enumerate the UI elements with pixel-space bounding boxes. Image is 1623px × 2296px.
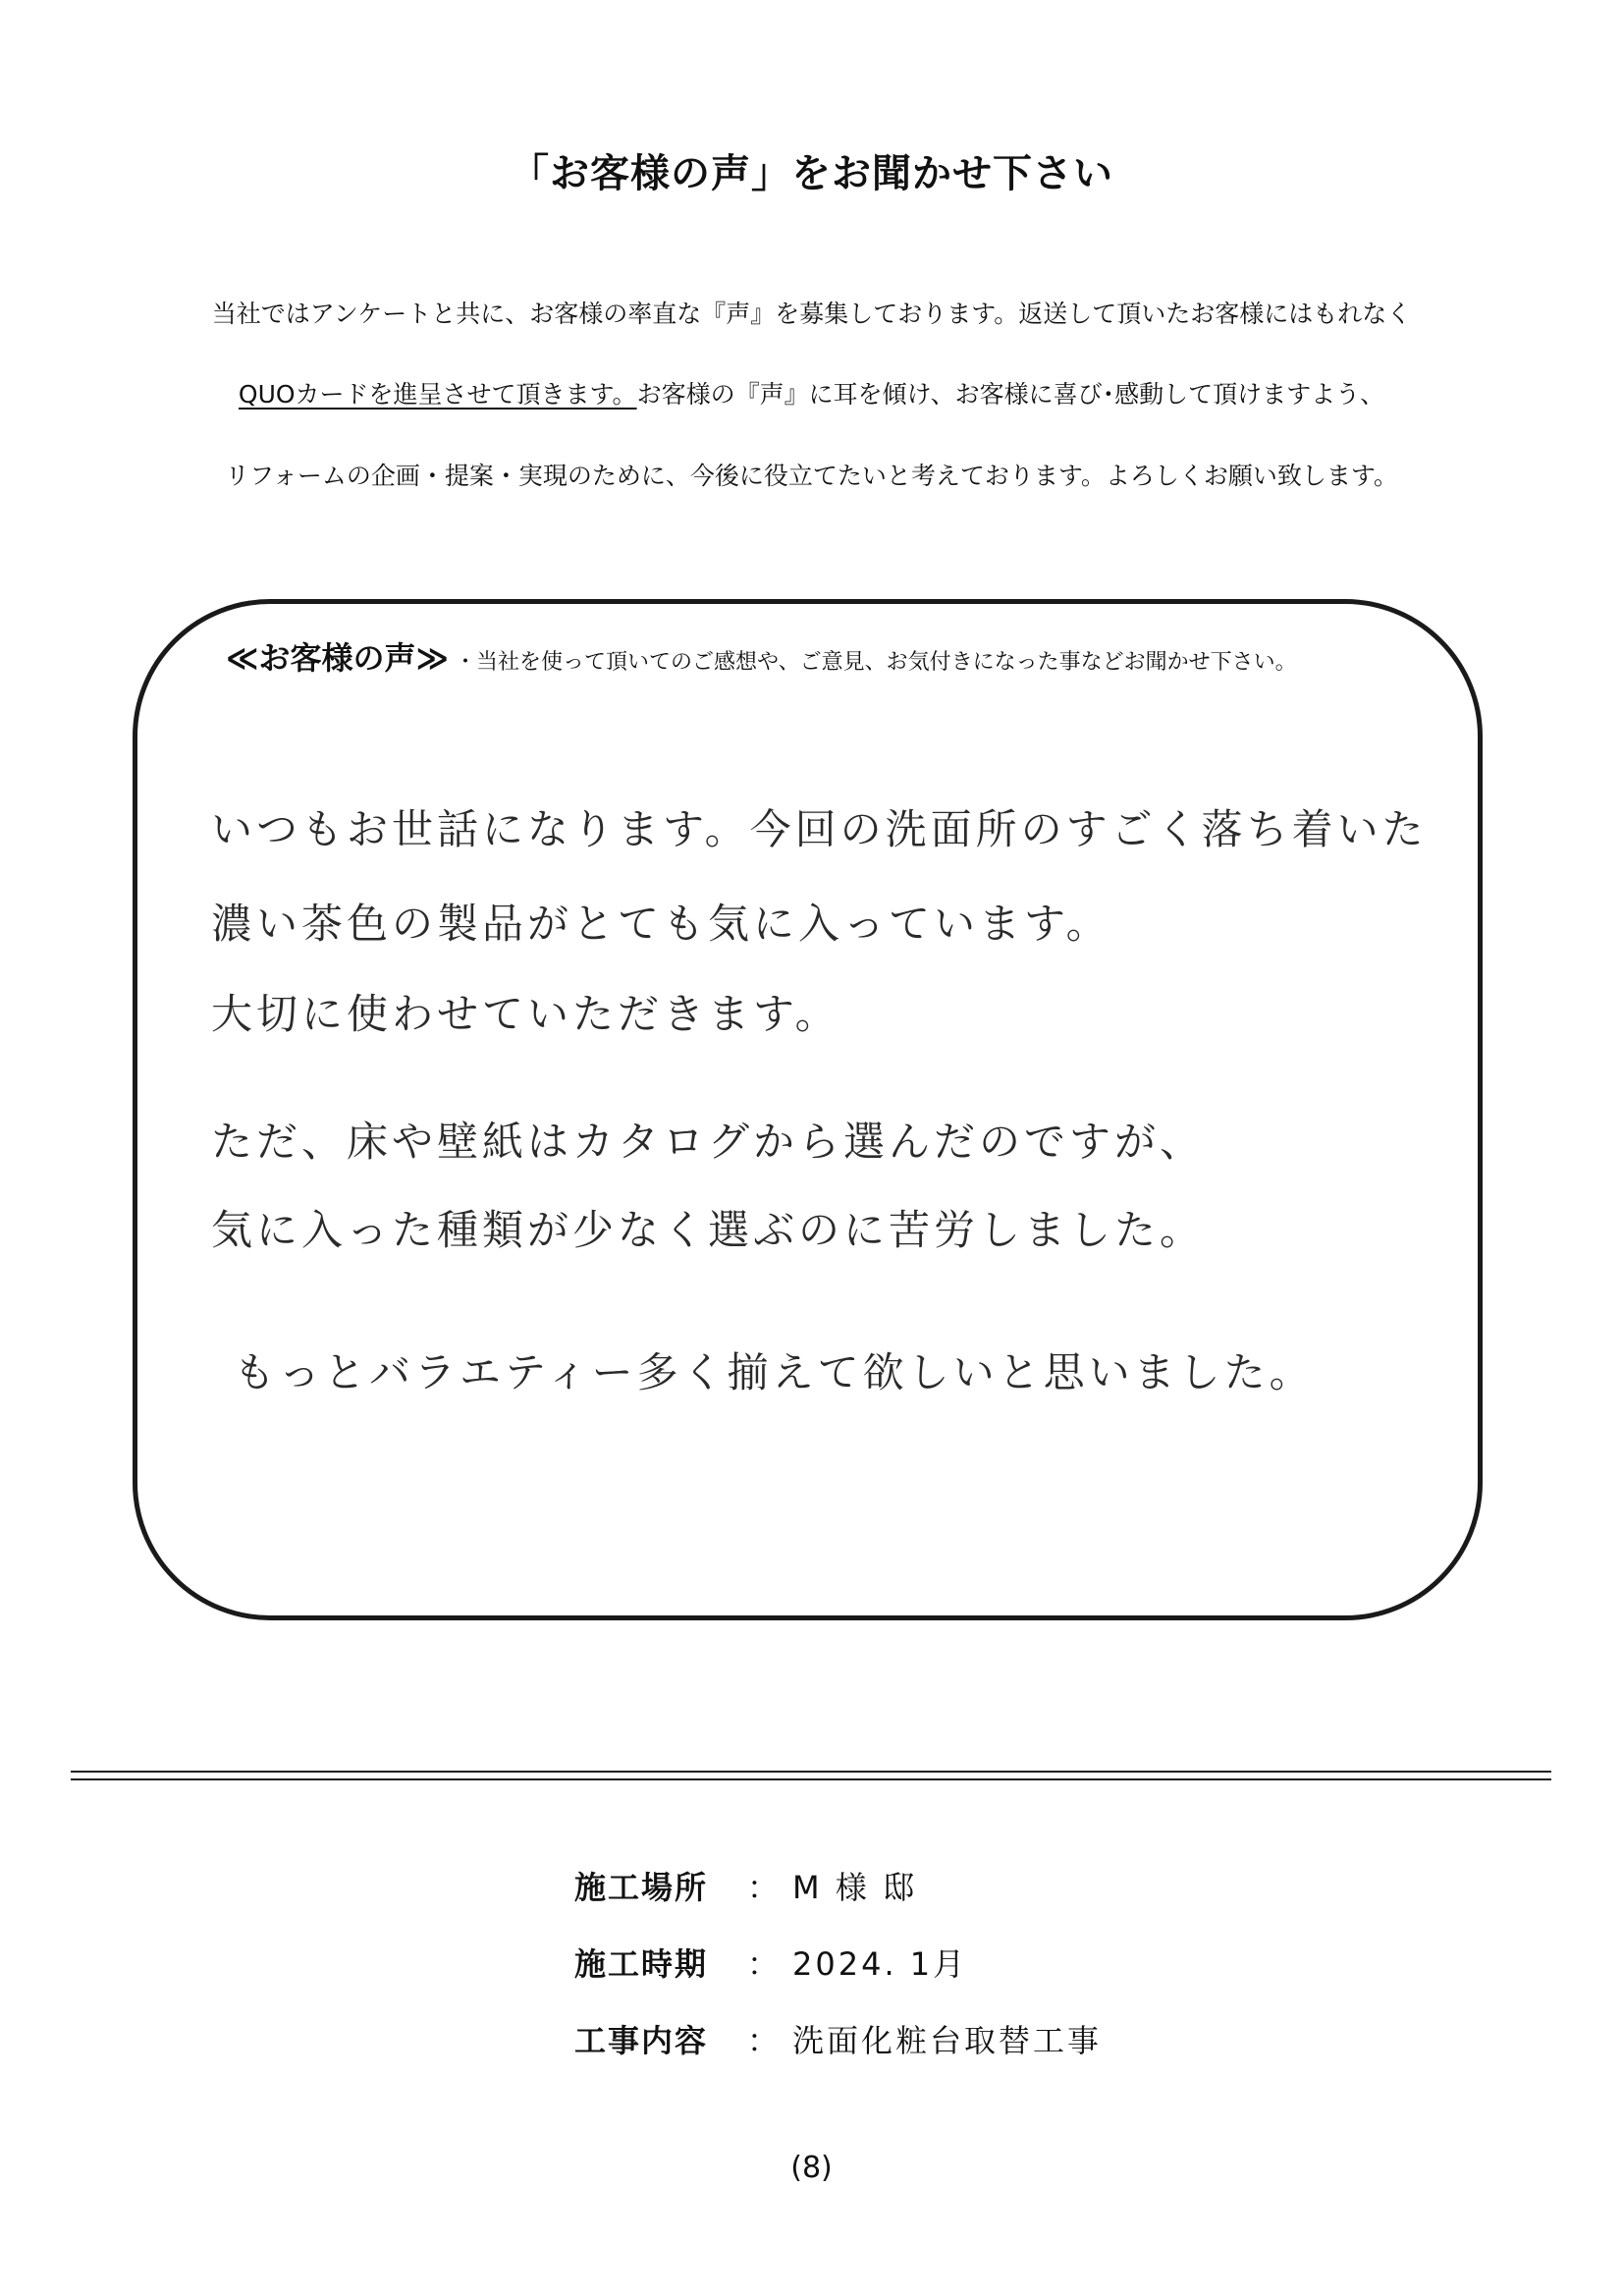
info-label-location: 施工場所	[574, 1869, 709, 1906]
page-number: (8)	[790, 2151, 833, 2185]
info-label-period: 施工時期	[574, 1945, 709, 1983]
intro-line-3: リフォームの企画・提案・実現のために、今後に役立てたいと考えております。よろしくお願い致します。	[225, 462, 1398, 490]
info-row-location	[574, 1863, 1102, 1940]
comment-line-1: いつもお世話になります。今回の洗面所のすごく落ち着いた	[211, 805, 1428, 853]
voice-label: ≪お客様の声≫	[226, 639, 450, 677]
comment-line-5: 気に入った種類が少なく選ぶのに苦労しました。	[211, 1206, 1206, 1254]
intro-line-1: 当社ではアンケートと共に、お客様の率直な『声』を募集しております。返送して頂いたお客様にはもれなく	[211, 300, 1412, 328]
info-separator: ：	[746, 1945, 779, 1983]
info-separator: ：	[746, 2022, 779, 2059]
info-value-location: M 様 邸	[792, 1869, 917, 1906]
quo-card-notice: QUOカードを進呈させて頂きます。	[238, 380, 637, 409]
comment-line-6: もっとバラエティー多く揃えて欲しいと思いました。	[234, 1348, 1315, 1396]
info-separator: ：	[746, 1869, 779, 1906]
info-row-work	[574, 2016, 1102, 2093]
info-row-period	[574, 1940, 1102, 2016]
comment-line-3: 大切に使わせていただきます。	[211, 990, 840, 1038]
voice-prompt: ・当社を使って頂いてのご感想や、ご意見、お気付きになった事などお聞かせ下さい。	[455, 650, 1297, 675]
divider-rule-bottom	[71, 1778, 1551, 1780]
intro-line-2	[0, 375, 1623, 410]
info-value-work: 洗面化粧台取替工事	[792, 2022, 1103, 2059]
page-title: 「お客様の声」をお聞かせ下さい	[510, 151, 1113, 196]
voice-header	[226, 633, 1297, 679]
info-value-period: 2024. 1月	[792, 1945, 968, 1983]
intro-line-2-rest: お客様の『声』に耳を傾け、お客様に喜び･感動して頂けますよう、	[636, 380, 1385, 409]
comment-line-4: ただ、床や壁紙はカタログから選んだのですが、	[211, 1118, 1206, 1166]
info-label-work: 工事内容	[574, 2022, 709, 2059]
project-info	[574, 1863, 1102, 2093]
divider-rule-top	[71, 1771, 1551, 1773]
comment-line-2: 濃い茶色の製品がとても気に入っています。	[211, 900, 1111, 948]
